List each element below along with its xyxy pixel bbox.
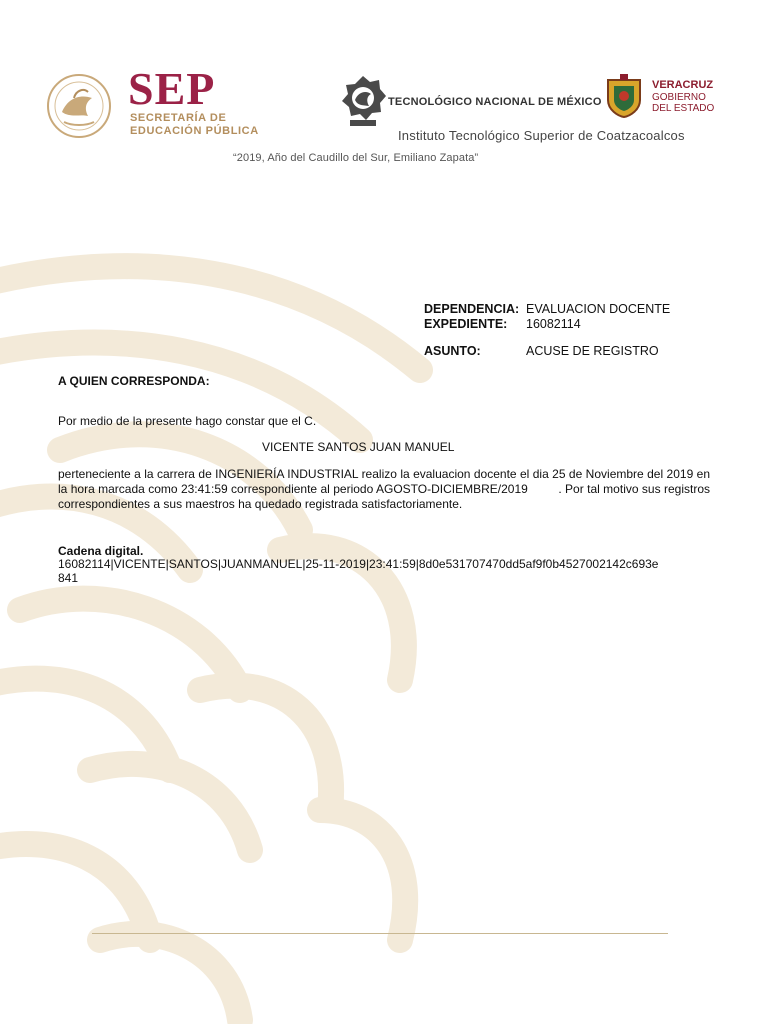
cadena-line-1: 16082114|VICENTE|SANTOS|JUANMANUEL|25-11-2019|23:41:59|8d0e531707470dd5af9f0b4527002142c693e — [58, 557, 659, 571]
asunto-value: ACUSE DE REGISTRO — [526, 344, 659, 358]
student-name: VICENTE SANTOS JUAN MANUEL — [262, 440, 455, 454]
eagle-watermark — [0, 250, 760, 1024]
dependencia-value: EVALUACION DOCENTE — [526, 302, 671, 316]
veracruz-subtitle-line2: DEL ESTADO — [652, 103, 715, 114]
mexico-coat-of-arms-icon — [40, 68, 118, 140]
cadena-line-2: 841 — [58, 571, 79, 585]
sep-subtitle-line1: SECRETARÍA DE — [130, 112, 227, 124]
veracruz-subtitle-line1: GOBIERNO — [652, 92, 706, 103]
sep-subtitle — [130, 112, 259, 138]
signature-line — [92, 933, 668, 934]
intro-text: Por medio de la presente hago constar que el C. — [58, 414, 317, 428]
dependencia-label: DEPENDENCIA: — [424, 302, 520, 316]
cadena-label: Cadena digital. — [58, 544, 144, 558]
sep-subtitle-line2: EDUCACIÓN PÚBLICA — [130, 125, 259, 137]
expediente-label: EXPEDIENTE: — [424, 317, 508, 331]
asunto-label: ASUNTO: — [424, 344, 481, 358]
sep-logo-text: SEP — [128, 63, 216, 114]
veracruz-subtitle — [652, 92, 722, 114]
tecnm-name: TECNOLÓGICO NACIONAL DE MÉXICO — [388, 96, 602, 108]
institute-name: Instituto Tecnológico Superior de Coatzacoalcos — [398, 128, 685, 143]
veracruz-title: VERACRUZ — [652, 79, 714, 91]
motto: “2019, Año del Caudillo del Sur, Emiliano Zapata” — [233, 152, 479, 164]
salutation: A QUIEN CORRESPONDA: — [58, 374, 210, 388]
tecnm-gear-logo-icon — [340, 74, 386, 128]
expediente-value: 16082114 — [526, 317, 581, 331]
veracruz-shield-icon — [604, 74, 644, 118]
body-paragraph: perteneciente a la carrera de INGENIERÍA INDUSTRIAL realizo la evaluacion docente el dia 25 de Noviembre del 2019 en la hora marcada como 23:41:59 correspondiente al periodo AGOSTO-DICIEMBRE/2019 . Por tal motivo sus registros correspondientes a sus maestros ha quedado registrada satisfactoriamente. — [58, 467, 714, 511]
